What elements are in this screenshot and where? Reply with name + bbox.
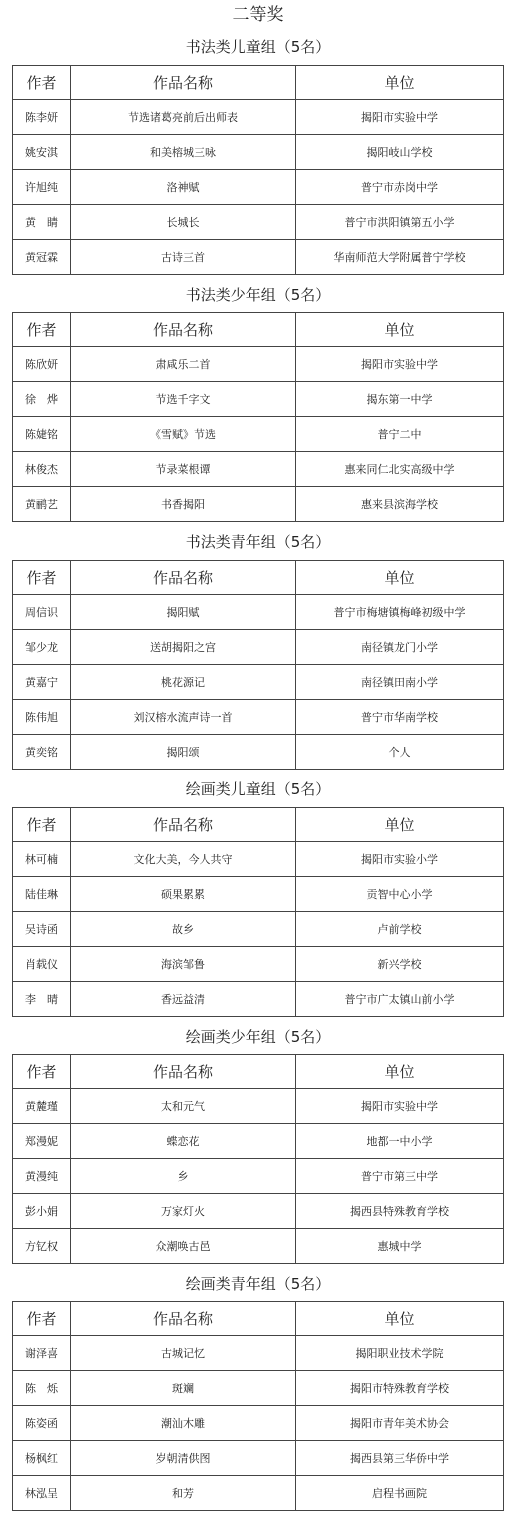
table-row xyxy=(13,1441,504,1476)
author-cell: 陈伟旭 xyxy=(13,700,71,735)
table-row xyxy=(13,947,504,982)
work-cell: 节选诸葛亮前后出师表 xyxy=(71,100,296,135)
unit-cell: 揭西县特殊教育学校 xyxy=(296,1194,504,1229)
table-header-row xyxy=(13,66,504,100)
table-row xyxy=(13,1089,504,1124)
unit-cell: 惠来同仁北实高级中学 xyxy=(296,452,504,487)
award-table xyxy=(12,312,504,522)
work-cell: 蝶恋花 xyxy=(71,1124,296,1159)
table-header-row xyxy=(13,561,504,595)
work-cell: 岁朝清供图 xyxy=(71,1441,296,1476)
author-cell: 黄冠霖 xyxy=(13,240,71,275)
table-row xyxy=(13,982,504,1017)
table-row xyxy=(13,100,504,135)
unit-header: 单位 xyxy=(296,66,504,100)
table-row xyxy=(13,842,504,877)
unit-cell: 地都一中小学 xyxy=(296,1124,504,1159)
work-cell: 桃花源记 xyxy=(71,665,296,700)
table-row xyxy=(13,595,504,630)
work-cell: 肃咸乐二首 xyxy=(71,347,296,382)
section-title: 书法类儿童组（5名） xyxy=(185,38,331,56)
table-header-row xyxy=(13,808,504,842)
work-cell: 乡 xyxy=(71,1159,296,1194)
table-row xyxy=(13,735,504,770)
author-cell: 陈 烁 xyxy=(13,1371,71,1406)
award-section xyxy=(0,34,516,60)
author-header: 作者 xyxy=(13,313,71,347)
unit-cell: 普宁市洪阳镇第五小学 xyxy=(296,205,504,240)
unit-cell: 卢前学校 xyxy=(296,912,504,947)
table-row xyxy=(13,1371,504,1406)
work-cell: 长城长 xyxy=(71,205,296,240)
author-cell: 邹少龙 xyxy=(13,630,71,665)
award-table xyxy=(12,1054,504,1264)
work-cell: 斑斓 xyxy=(71,1371,296,1406)
work-header: 作品名称 xyxy=(71,808,296,842)
work-cell: 送胡揭阳之宫 xyxy=(71,630,296,665)
work-cell: 刘汉榕水流声诗一首 xyxy=(71,700,296,735)
work-cell: 揭阳赋 xyxy=(71,595,296,630)
award-table xyxy=(12,65,504,275)
table-row xyxy=(13,1124,504,1159)
work-header: 作品名称 xyxy=(71,66,296,100)
unit-cell: 贡智中心小学 xyxy=(296,877,504,912)
unit-cell: 普宁市第三中学 xyxy=(296,1159,504,1194)
table-row xyxy=(13,240,504,275)
unit-cell: 南径镇龙门小学 xyxy=(296,630,504,665)
award-section xyxy=(0,529,516,555)
work-cell: 节选千字文 xyxy=(71,382,296,417)
table-row xyxy=(13,1194,504,1229)
work-cell: 洛神赋 xyxy=(71,170,296,205)
unit-header: 单位 xyxy=(296,313,504,347)
author-cell: 陈婕铭 xyxy=(13,417,71,452)
unit-cell: 普宁市广太镇山前小学 xyxy=(296,982,504,1017)
author-cell: 谢泽喜 xyxy=(13,1336,71,1371)
author-cell: 吴诗函 xyxy=(13,912,71,947)
work-cell: 海滨邹鲁 xyxy=(71,947,296,982)
unit-cell: 揭西县第三华侨中学 xyxy=(296,1441,504,1476)
author-cell: 林俊杰 xyxy=(13,452,71,487)
work-cell: 和美榕城三咏 xyxy=(71,135,296,170)
author-cell: 彭小娟 xyxy=(13,1194,71,1229)
unit-cell: 揭阳市青年美术协会 xyxy=(296,1406,504,1441)
unit-cell: 普宁市赤岗中学 xyxy=(296,170,504,205)
author-cell: 黄漫纯 xyxy=(13,1159,71,1194)
unit-cell: 南径镇田南小学 xyxy=(296,665,504,700)
work-header: 作品名称 xyxy=(71,313,296,347)
author-cell: 周信识 xyxy=(13,595,71,630)
unit-cell: 惠城中学 xyxy=(296,1229,504,1264)
award-section xyxy=(0,1024,516,1050)
table-row xyxy=(13,1406,504,1441)
section-title: 书法类少年组（5名） xyxy=(185,286,331,304)
author-cell: 徐 烨 xyxy=(13,382,71,417)
section-title: 绘画类少年组（5名） xyxy=(185,1028,331,1046)
table-row xyxy=(13,1229,504,1264)
work-cell: 书香揭阳 xyxy=(71,487,296,522)
award-table xyxy=(12,560,504,770)
author-header: 作者 xyxy=(13,66,71,100)
unit-cell: 普宁市华南学校 xyxy=(296,700,504,735)
work-header: 作品名称 xyxy=(71,1302,296,1336)
award-section xyxy=(0,776,516,802)
author-header: 作者 xyxy=(13,808,71,842)
table-row xyxy=(13,1159,504,1194)
table-row xyxy=(13,700,504,735)
unit-cell: 普宁市梅塘镇梅峰初级中学 xyxy=(296,595,504,630)
table-row xyxy=(13,1336,504,1371)
work-header: 作品名称 xyxy=(71,1055,296,1089)
table-row xyxy=(13,347,504,382)
table-row xyxy=(13,205,504,240)
author-cell: 陈李妍 xyxy=(13,100,71,135)
award-table xyxy=(12,807,504,1017)
table-row xyxy=(13,1476,504,1511)
unit-header: 单位 xyxy=(296,1302,504,1336)
author-cell: 黄麓瑾 xyxy=(13,1089,71,1124)
author-cell: 杨枫红 xyxy=(13,1441,71,1476)
table-row xyxy=(13,452,504,487)
author-cell: 姚安淇 xyxy=(13,135,71,170)
work-cell: 节录菜根谭 xyxy=(71,452,296,487)
unit-cell: 惠来县滨海学校 xyxy=(296,487,504,522)
work-cell: 太和元气 xyxy=(71,1089,296,1124)
work-cell: 硕果累累 xyxy=(71,877,296,912)
unit-cell: 揭阳岐山学校 xyxy=(296,135,504,170)
unit-cell: 个人 xyxy=(296,735,504,770)
unit-cell: 普宁二中 xyxy=(296,417,504,452)
work-cell: 故乡 xyxy=(71,912,296,947)
award-section xyxy=(0,1271,516,1297)
table-row xyxy=(13,630,504,665)
author-header: 作者 xyxy=(13,561,71,595)
table-row xyxy=(13,170,504,205)
author-cell: 陈欣妍 xyxy=(13,347,71,382)
section-title: 绘画类青年组（5名） xyxy=(185,1275,331,1293)
author-cell: 许旭纯 xyxy=(13,170,71,205)
table-row xyxy=(13,912,504,947)
work-cell: 和芳 xyxy=(71,1476,296,1511)
unit-cell: 揭阳市实验中学 xyxy=(296,100,504,135)
work-cell: 揭阳颂 xyxy=(71,735,296,770)
author-cell: 郑漫妮 xyxy=(13,1124,71,1159)
work-cell: 众潮唤古邑 xyxy=(71,1229,296,1264)
work-cell: 潮汕木雕 xyxy=(71,1406,296,1441)
unit-header: 单位 xyxy=(296,1055,504,1089)
work-cell: 万家灯火 xyxy=(71,1194,296,1229)
unit-cell: 华南师范大学附属普宁学校 xyxy=(296,240,504,275)
author-cell: 陈姿函 xyxy=(13,1406,71,1441)
author-cell: 黄嘉宁 xyxy=(13,665,71,700)
author-cell: 林可楠 xyxy=(13,842,71,877)
unit-cell: 揭阳市实验小学 xyxy=(296,842,504,877)
work-cell: 香远益清 xyxy=(71,982,296,1017)
author-cell: 黄奕铭 xyxy=(13,735,71,770)
page-title: 二等奖 xyxy=(232,5,284,25)
award-section xyxy=(0,282,516,308)
table-header-row xyxy=(13,313,504,347)
unit-cell: 启程书画院 xyxy=(296,1476,504,1511)
table-row xyxy=(13,487,504,522)
author-cell: 黄 睛 xyxy=(13,205,71,240)
author-cell: 林泓呈 xyxy=(13,1476,71,1511)
unit-header: 单位 xyxy=(296,808,504,842)
section-title: 绘画类儿童组（5名） xyxy=(185,780,331,798)
unit-cell: 揭阳市特殊教育学校 xyxy=(296,1371,504,1406)
work-cell: 古诗三首 xyxy=(71,240,296,275)
author-cell: 方钇权 xyxy=(13,1229,71,1264)
author-cell: 李 晴 xyxy=(13,982,71,1017)
unit-cell: 揭阳市实验中学 xyxy=(296,1089,504,1124)
award-table xyxy=(12,1301,504,1511)
table-row xyxy=(13,877,504,912)
table-row xyxy=(13,665,504,700)
work-cell: 《雪赋》节选 xyxy=(71,417,296,452)
unit-cell: 揭阳市实验中学 xyxy=(296,347,504,382)
unit-cell: 揭阳职业技术学院 xyxy=(296,1336,504,1371)
section-title: 书法类青年组（5名） xyxy=(185,533,331,551)
unit-cell: 新兴学校 xyxy=(296,947,504,982)
table-row xyxy=(13,417,504,452)
author-header: 作者 xyxy=(13,1302,71,1336)
author-cell: 黄鹂艺 xyxy=(13,487,71,522)
author-cell: 肖载仪 xyxy=(13,947,71,982)
work-cell: 古城记忆 xyxy=(71,1336,296,1371)
work-header: 作品名称 xyxy=(71,561,296,595)
table-header-row xyxy=(13,1055,504,1089)
work-cell: 文化大美，今人共守 xyxy=(71,842,296,877)
table-row xyxy=(13,135,504,170)
table-header-row xyxy=(13,1302,504,1336)
table-row xyxy=(13,382,504,417)
unit-header: 单位 xyxy=(296,561,504,595)
unit-cell: 揭东第一中学 xyxy=(296,382,504,417)
author-cell: 陆佳琳 xyxy=(13,877,71,912)
author-header: 作者 xyxy=(13,1055,71,1089)
